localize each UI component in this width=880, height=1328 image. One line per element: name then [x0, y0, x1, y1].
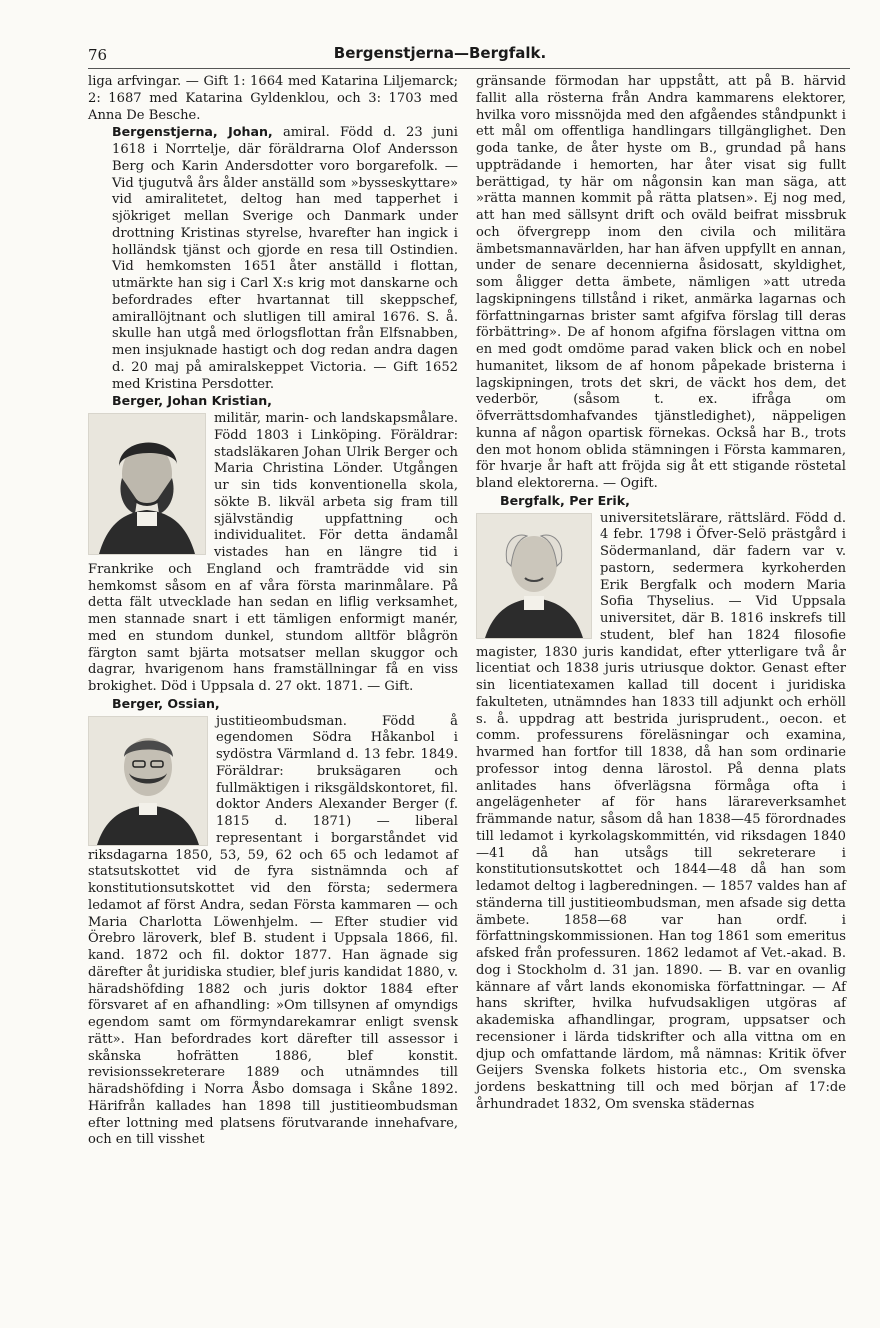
continued-text: liga arfvingar. — Gift 1: 1664 med Katarina Liljemarck; 2: 1687 med Katarina Gyldenklou, och 3: 1703 med Anna De Besche.: [88, 74, 458, 123]
entry-text: militär, marin- och landskapsmålare. Född 1803 i Linköping. Föräldrar: stadsläkaren Johan Ulrik Berger och Maria Christina Lönder. Utgången ur sin tids konventionella skola, sökte B. likväl arbeta sig fram till självständig uppfattning och individualitet. För detta ändamål vistades han en längre tid i Frankrike och England och framträdde vid sin hemkomst såsom en af våra första marinmålare. På detta fält utvecklade han sedan en liflig verksamhet, men stannade snart i ett tämligen enformigt manér, med en stundom dunkel, stundom alltför blågrön färgton samt bjärta motsatser mellan skuggor och dagrar, hvarigenom hans framställningar få en viss brokighet. Död i Uppsala d. 27 okt. 1871. — Gift.: [88, 411, 458, 694]
portrait-berger-ossian: [88, 716, 208, 846]
right-column: [476, 74, 846, 1114]
entry-berger-johan-kristian-body: [88, 411, 458, 696]
entry-headword: Bergenstjerna, Johan,: [112, 124, 273, 140]
page-number: 76: [88, 46, 108, 64]
entry-headword: Berger, Ossian,: [112, 695, 220, 711]
entry-berger-johan-kristian: [88, 393, 458, 411]
entry-headword: Bergfalk, Per Erik,: [500, 492, 630, 508]
continued-text: gränsande förmodan har uppstått, att på B. härvid fallit alla rösterna från Andra kammarens elektorer, hvilka voro missnöjda med den afgåendes ståndpunkt i ett mål om offentliga handlingars tillgänglighet. Den goda tanke, de åter hyste om B., grundad på hans uppträdande i hemorten, har åter visat sig fullt berättigad, ty här om någonsin kan man säga, att »rätta mannen kommit på rätta platsen». Ej nog med, att han med sällsynt drift och oväld beifrat missbruk och öfvergrepp inom den civila och militära ämbetsmannavärlden, har han äfven uppfyllt en annan, under de senare decennierna åsidosatt, skyldighet, som åligger detta ämbete, nämligen »att utreda lagskipningens tillstånd i riket, anmärka lagarnas och författningarnas brister samt afgifva förslag till deras förbättring». De af honom afgifna förslagen vittna om en med godt omdöme parad vaken blick och en nobel humanitet, liksom de af honom påpekade bristerna i lagskipningen, trots det skri, de väckt hos dem, det vederbör, (såsom t. ex. ifråga om öfverrättsdomhafvandes tjänstledighet), näppeligen kunna af någon opartisk förnekas. Också har B., trots den mot honom oblida stämningen i Första kammaren, för hvarje år haft att fröjda sig åt ett stigande röstetal bland elektorerna. — Ogift.: [476, 74, 846, 491]
portrait-berger-johan-kristian: [88, 413, 206, 555]
entry-berger-ossian: [88, 696, 458, 714]
left-column: [88, 74, 458, 1149]
entry-text: universitetslärare, rättslärd. Född d. 4 febr. 1798 i Öfver-Selö prästgård i Södermanland, där fadern var v. pastorn, sedermera kyrkoherden Erik Bergfalk och modern Maria Sofia Thyselius. — Vid Uppsala universitet, där B. 1816 inskrefs till student, blef han 1824 filosofie magister, 1830 juris kandidat, efter ytterligare två år licentiat och 1838 juris utriusque doktor. Genast efter sin licentiatexamen kallad till docent i juridiska fakulteten, utnämndes han 1833 till adjunkt och erhöll s. å. uppdrag att bestrida jurisprudent., oecon. et comm. professurens föreläsningar och examina, hvarmed han fortfor till 1838, då han som ordinarie professor intog denna lärostol. På denna plats anlitades hans öfverlägsna förmåga ofta i angelägenheter af för hans lärareverksamhet främmande natur, såsom då han 1838—45 förordnades till ledamot i kyrkolagskommittén, vid riksdagen 1840—41 då han utsågs till sekreterare i konstitutionsutskottet och 1844—48 då han som ledamot deltog i lagberedningen. — 1857 valdes han af ständerna till justitieombudsman, men afsade sig detta ämbete. 1858—68 var han ordf. i författningskommissionen. Han tog 1861 som emeritus afsked från professuren. 1862 ledamot af Vet.-akad. B. dog i Stockholm d. 31 jan. 1890. — B. var en ovanlig kännare af vårt lands ekonomiska författningar. — Af hans skrifter, hvilka hufvudsakligen utgöras af akademiska afhandlingar, program, uppsatser och recensioner i lärda tidskrifter och alla vittna om en djup och omfattande lärdom, må nämnas: Kritik öfver Geijers Svenska folkets historia etc., Om svenska jordens beskattning till och med början af 17:de århundradet 1832, Om svenska städernas: [476, 510, 846, 1112]
entry-berger-ossian-body: [88, 714, 458, 1150]
entry-bergfalk-per-erik-body: [476, 511, 846, 1114]
header-rule: [88, 68, 850, 69]
entry-text: justitieombudsman. Född å egendomen Södra Håkanbol i sydöstra Värmland d. 13 febr. 1849. Föräldrar: bruksägaren och fullmäktigen i riksgäldskontoret, fil. doktor Anders Alexander Berger (f. 1815 d. 1871) — liberal representant i borgarståndet vid riksdagarna 1850, 53, 59, 62 och 65 och ledamot af statsutskottet vid de fyra sistnämnda och af konstitutionsutskottet vid den första; sedermera ledamot af först Andra, sedan Första kammaren — och Maria Charlotta Löwenhjelm. — Efter studier vid Örebro läroverk, blef B. student i Uppsala 1866, fil. kand. 1872 och fil. doktor 1877. Han ägnade sig därefter åt juridiska studier, blef juris kandidat 1880, v. häradshöfding 1882 och juris doktor 1884 efter försvaret af en afhandling: »Om tillsynen af omyndigs egendom samt om förmyndarekamrar enligt svensk rätt». Han befordrades kort därefter till assessor i skånska hofrätten 1886, blef konstit. revisionssekreterare 1889 och utnämndes till häradshöfding i Norra Åsbo domsaga i Skåne 1892. Härifrån kallades han 1898 till justitieombudsman efter lottning med platsens förutvarande innehafvare, och en till visshet: [88, 713, 458, 1148]
portrait-bergfalk-per-erik: [476, 513, 592, 639]
entry-headword: Berger, Johan Kristian,: [112, 393, 272, 409]
running-title: Bergenstjerna—Bergfalk.: [333, 44, 547, 62]
entry-text: amiral. Född d. 23 juni 1618 i Norrtelje, där föräldrarna Olof Andersson Berg och Karin Andersdotter voro borgarefolk. — Vid tjugutvå års ålder anställd som »bysseskyttare» vid amiralitetet, deltog han med tapperhet i sjökriget mellan Sverige och Danmark under drottning Kristinas styrelse, hvarefter han ingick i holländsk tjänst och gjorde en resa till Ostindien. Vid hemkomsten 1651 åter anställd i flottan, utmärkte han sig i Carl X:s krig mot danskarne och befordrades efter hvartannat till skeppschef, amirallöjtnant och slutligen till amiral 1676. S. å. skulle han utgå med örlogsflottan från Elfsnabben, men insjuknade hastigt och dog redan andra dagen d. 20 maj på amiralskeppet Victoria. — Gift 1652 med Kristina Persdotter.: [112, 125, 458, 392]
entry-bergenstjerna-johan: [88, 124, 458, 393]
entry-bergfalk-per-erik: [476, 493, 846, 511]
